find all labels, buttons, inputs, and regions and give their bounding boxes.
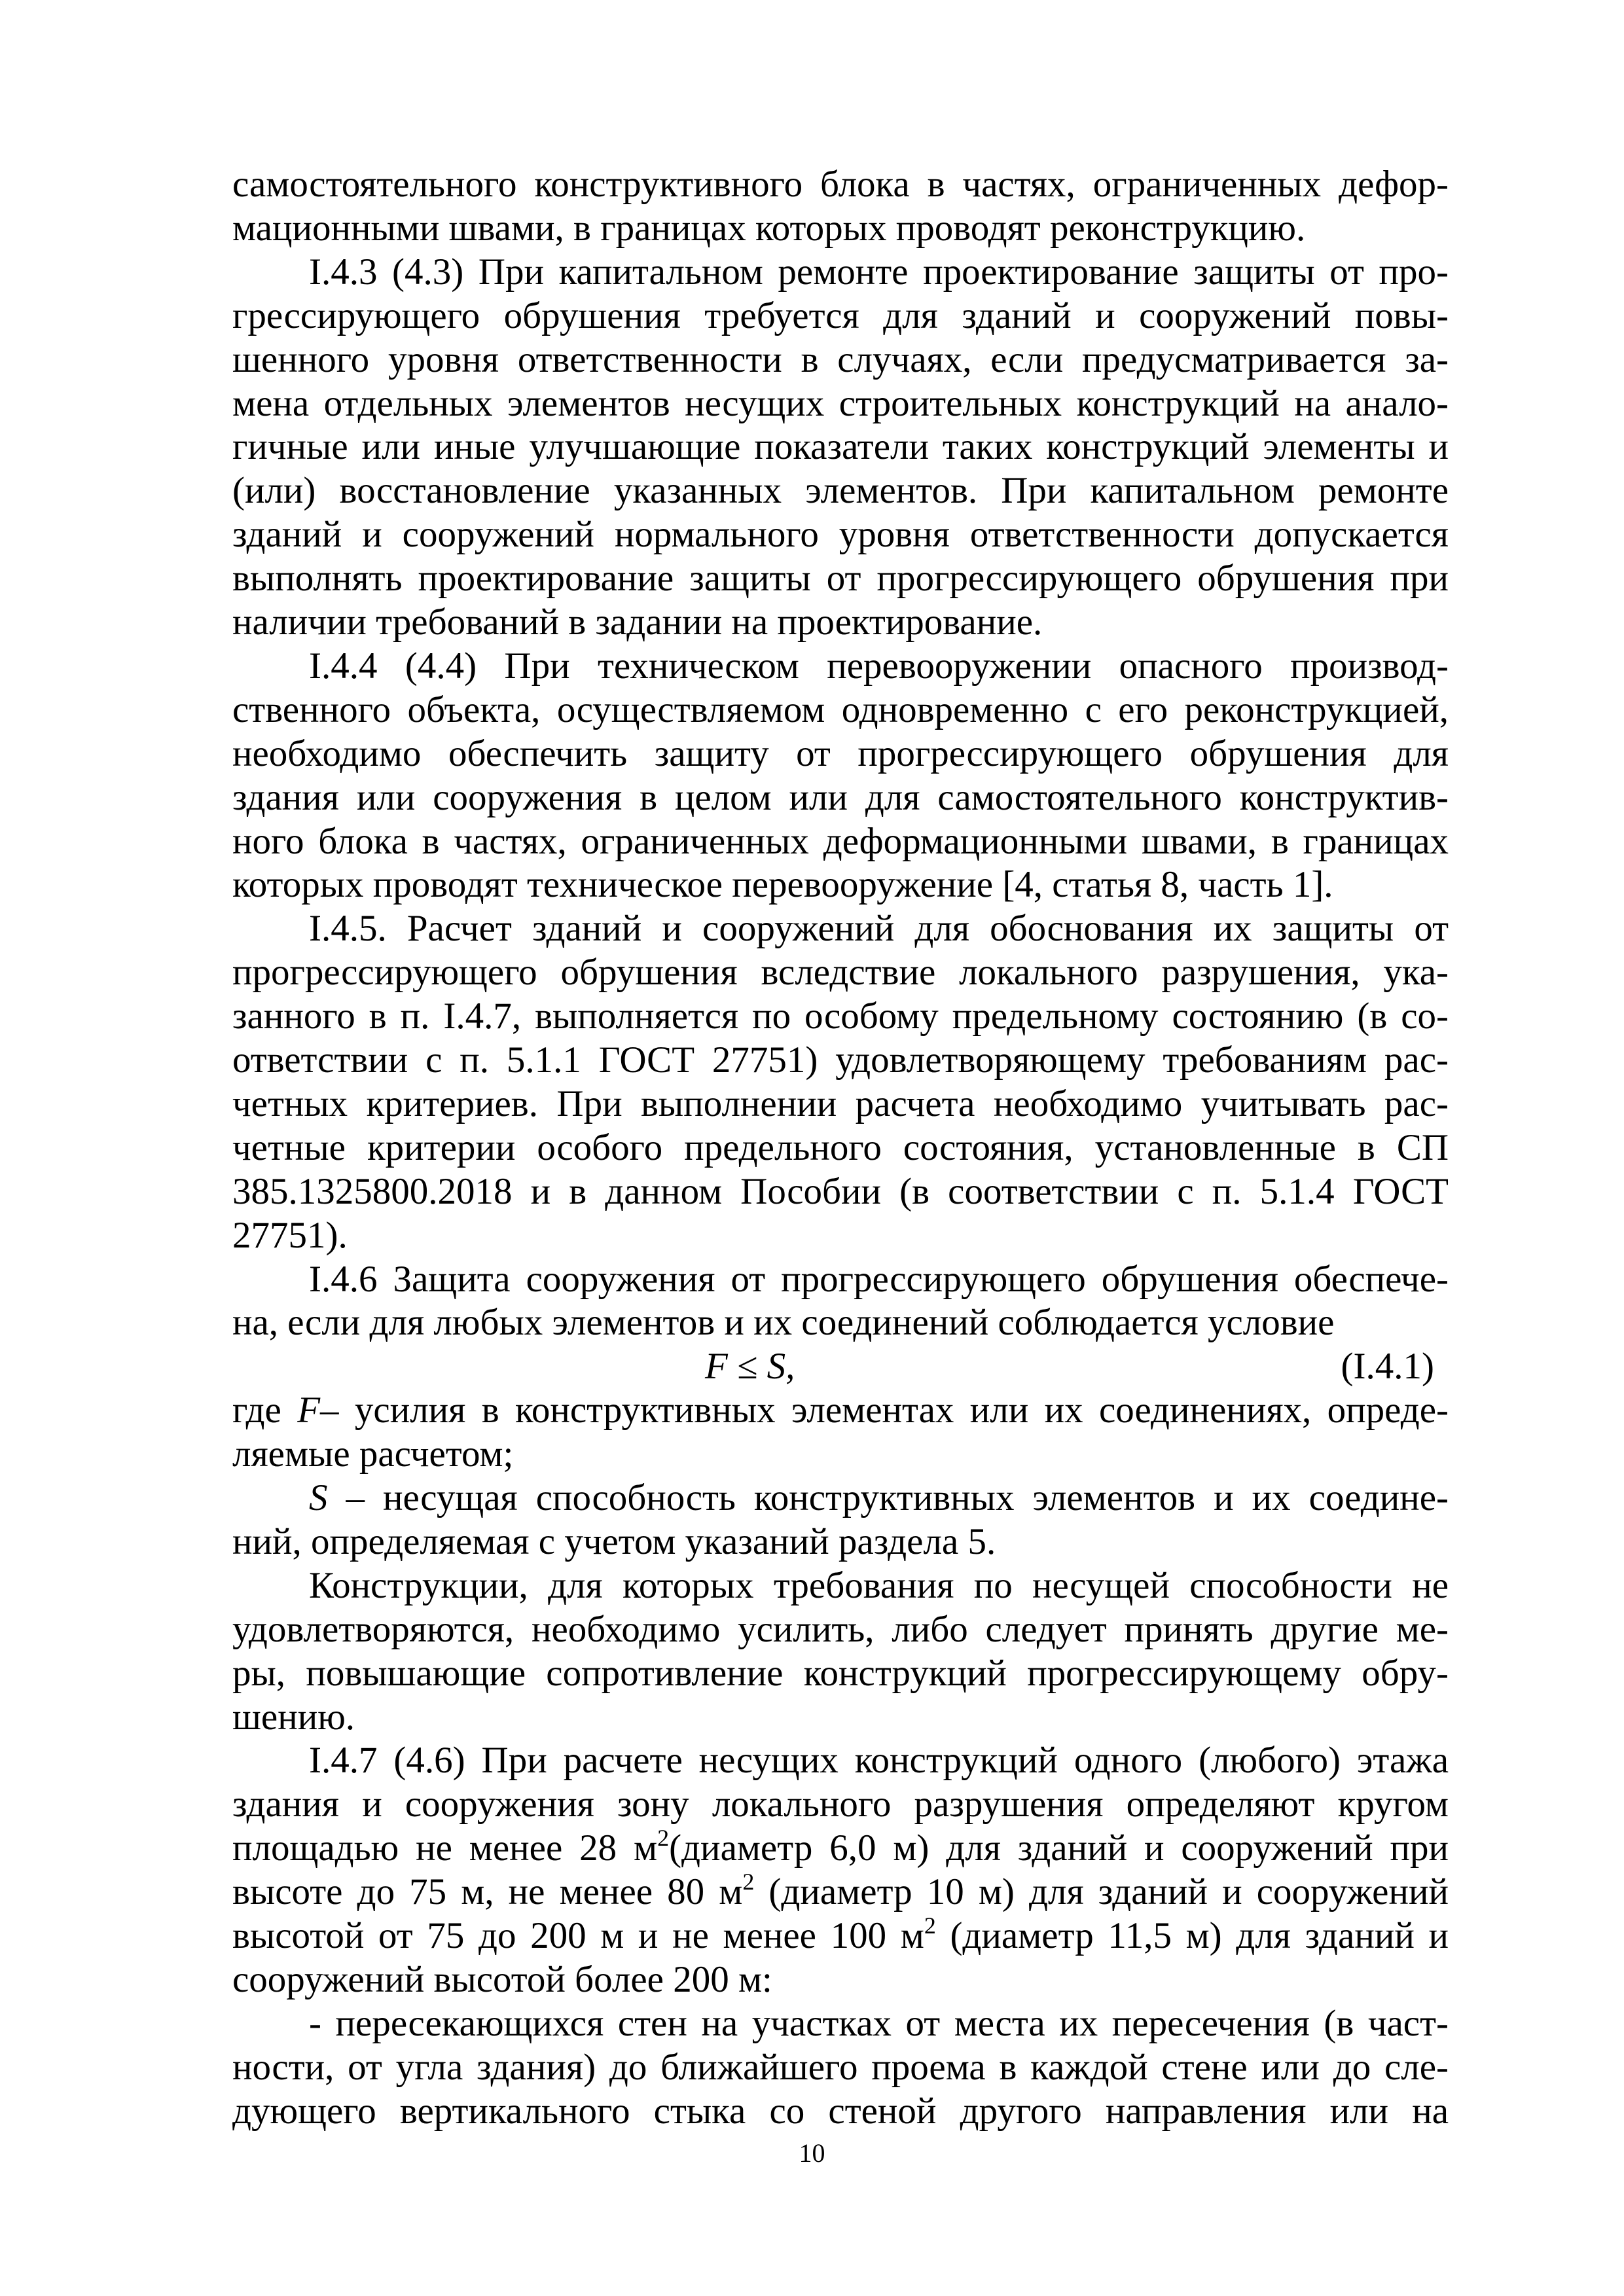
text-line: - пересекающихся стен на участках от места их пересечения (в част- [309,2002,1449,2044]
text-line: сооружений высотой более 200 м: [232,1958,772,2000]
text-line: I.4.3 (4.3) При капитальном ремонте проектирование защиты от про- [309,251,1449,293]
text-line: зданий и сооружений нормального уровня ответственности допускается [232,514,1449,556]
superscript: 2 [924,1912,936,1939]
text-segment: – несущая способность конструктивных элементов и их соедине- [327,1477,1449,1518]
math-variable: S [309,1477,328,1518]
text-line: на, если для любых элементов и их соединений соблюдается условие [232,1302,1335,1344]
text-line [232,1826,1449,1870]
text-line [232,1388,1449,1432]
text-segment: высоте до 75 м, не менее 80 м [232,1871,743,1913]
text-line: наличии требований в задании на проектирование. [232,601,1043,643]
text-line: занного в п. I.4.7, выполняется по особому предельному состоянию (в со- [232,996,1449,1037]
text-segment: площадью не менее 28 м [232,1827,658,1869]
text-line: четные критерии особого предельного состояния, установленные в СП [232,1126,1449,1168]
text-line: Конструкции, для которых требования по несущей способности не [309,1564,1449,1606]
text-line: I.4.7 (4.6) При расчете несущих конструкций одного (любого) этажа [309,1740,1449,1782]
text-line: прогрессирующего обрушения вследствие локального разрушения, ука- [232,952,1449,994]
text-line: четных критериев. При выполнении расчета необходимо учитывать рас- [232,1083,1449,1124]
text-line: здания и сооружения зону локального разрушения определяют кругом [232,1784,1449,1825]
text-segment: (диаметр 11,5 м) для зданий и [935,1915,1449,1956]
formula-number: (I.4.1) [1341,1346,1434,1388]
text-segment: (диаметр 6,0 м) для зданий и сооружений при [669,1827,1449,1869]
text-line: I.4.4 (4.4) При техническом перевооружении опасного производ- [309,645,1449,687]
text-line: дующего вертикального стыка со стеной другого направления или на [232,2090,1449,2132]
text-line: необходимо обеспечить защиту от прогрессирующего обрушения для [232,732,1449,774]
text-line: 27751). [232,1214,348,1256]
superscript: 2 [657,1825,670,1852]
text-line: I.4.6 Защита сооружения от прогрессирующего обрушения обеспече- [309,1258,1449,1300]
text-line: мационными швами, в границах которых проводят реконструкцию. [232,207,1306,249]
text-line: грессирующего обрушения требуется для зданий и сооружений повы- [232,295,1449,336]
text-line: ляемые расчетом; [232,1433,514,1475]
text-line: ного блока в частях, ограниченных деформационными швами, в границах [232,820,1449,862]
text-line: ры, повышающие сопротивление конструкций прогрессирующему обру- [232,1652,1449,1694]
text-segment: где [232,1390,298,1431]
formula-line [0,1344,1624,1388]
text-line: шенного уровня ответственности в случаях, если предусматривается за- [232,338,1449,380]
text-line: гичные или иные улучшающие показатели таких конструкций элементы и [232,426,1449,468]
text-line [232,1914,1449,1958]
text-line: ности, от угла здания) до ближайшего проема в каждой стене или до сле- [232,2046,1449,2088]
text-line: шению. [232,1696,355,1738]
text-segment: высотой от 75 до 200 м и не менее 100 м [232,1915,924,1956]
text-line: ственного объекта, осуществляемом одновременно с его реконструкцией, [232,689,1449,730]
text-line: 385.1325800.2018 и в данном Пособии (в соответствии с п. 5.1.4 ГОСТ [232,1170,1449,1212]
text-line: I.4.5. Расчет зданий и сооружений для обоснования их защиты от [309,908,1449,950]
text-line: мена отдельных элементов несущих строительных конструкций на анало- [232,382,1449,424]
superscript: 2 [742,1869,755,1895]
text-line: здания или сооружения в целом или для самостоятельного конструктив- [232,776,1449,818]
text-line: ний, определяемая с учетом указаний раздела 5. [232,1520,996,1562]
text-line: которых проводят техническое перевооружение [4, статья 8, часть 1]. [232,864,1333,906]
text-line: ответствии с п. 5.1.1 ГОСТ 27751) удовлетворяющему требованиям рас- [232,1039,1449,1081]
formula-expression: F ≤ S, [705,1346,795,1388]
page-number: 10 [799,2138,825,2168]
text-line [309,1476,1449,1520]
text-line: (или) восстановление указанных элементов. При капитальном ремонте [232,470,1449,512]
text-line: самостоятельного конструктивного блока в частях, ограниченных дефор- [232,164,1449,205]
text-segment: – усилия в конструктивных элементах или их соединениях, опреде- [320,1390,1449,1431]
math-variable: F [297,1390,321,1431]
text-line [232,1870,1449,1914]
text-line: выполнять проектирование защиты от прогрессирующего обрушения при [232,558,1449,600]
text-segment: (диаметр 10 м) для зданий и сооружений [754,1871,1449,1913]
text-line: удовлетворяются, необходимо усилить, либо следует принять другие ме- [232,1608,1449,1650]
